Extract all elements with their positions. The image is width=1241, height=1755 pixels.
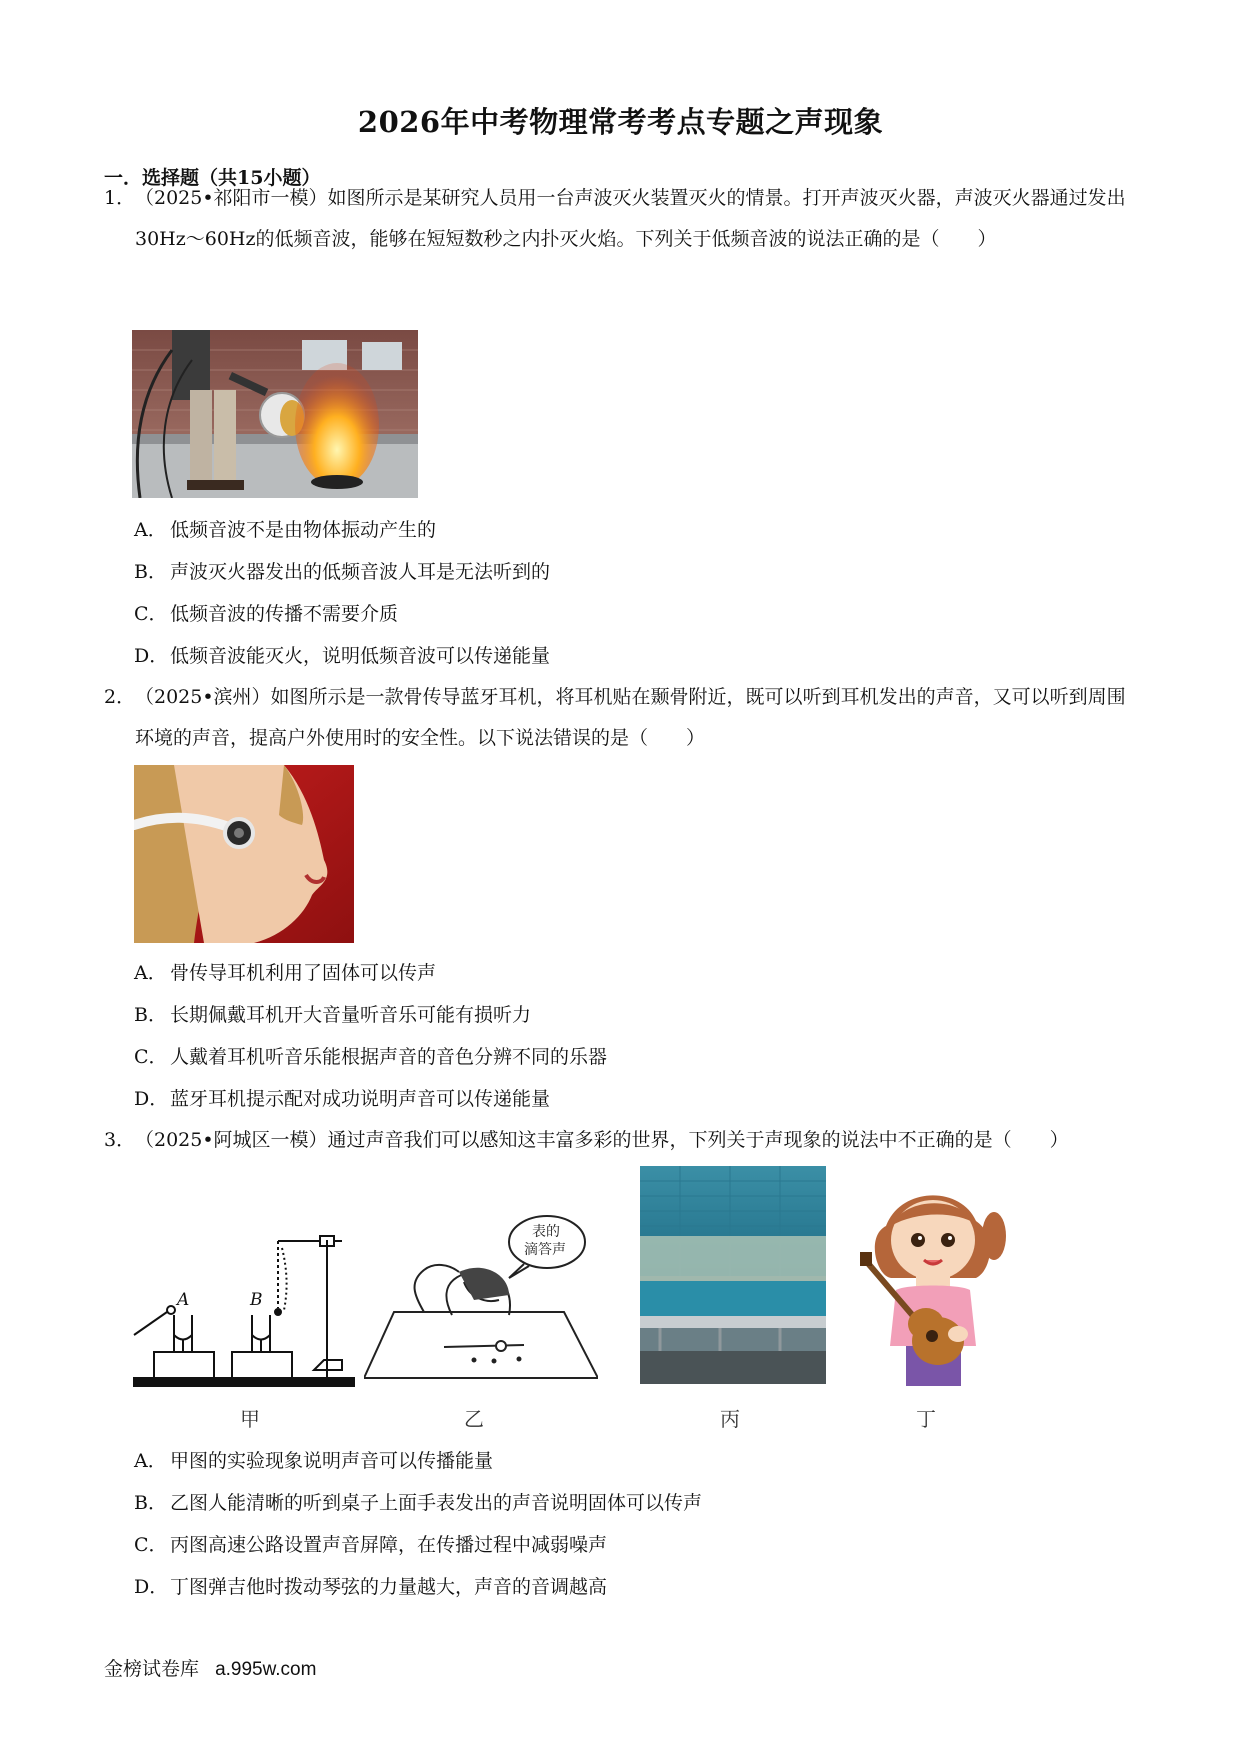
figure-label-jia: 甲 [240,1407,260,1431]
option-1b: B． 声波灭火器发出的低频音波人耳是无法听到的 [134,561,551,583]
page-title: 2026年中考物理常考考点专题之声现象 [357,105,884,139]
figure-label-yi: 乙 [464,1407,484,1431]
figure-label-ding: 丁 [916,1407,936,1431]
question-stem: （2025•阿城区一模）通过声音我们可以感知这丰富多彩的世界，下列关于声现象的说法中不正确的是（ ） [135,1129,1069,1151]
option-1d: D．低频音波能灭火，说明低频音波可以传递能量 [134,645,551,667]
girl-guitar-illustration [846,1166,1016,1388]
option-3b: B． 乙图人能清晰的听到桌子上面手表发出的声音说明固体可以传声 [134,1492,703,1514]
option-2a: A． 骨传导耳机利用了固体可以传声 [134,962,437,984]
label-a: A [177,1290,190,1310]
question-number: 1． [104,187,136,209]
question-3 [104,1120,1144,1161]
figure-label-bing: 丙 [720,1407,740,1431]
option-3c: C． 丙图高速公路设置声音屏障，在传播过程中减弱噪声 [134,1534,608,1556]
question-1 [104,178,1144,260]
desk-listening-diagram [364,1200,598,1400]
desk-listening-figure [364,1200,598,1400]
option-2b: B． 长期佩戴耳机开大音量听音乐可能有损听力 [134,1004,532,1026]
sound-barrier-photo [640,1166,826,1384]
bubble-line-2: 滴答声 [524,1242,566,1258]
option-1c: C． 低频音波的传播不需要介质 [134,603,399,625]
question-stem: （2025•祁阳市一模）如图所示是某研究人员用一台声波灭火装置灭火的情景。打开声波灭火器，声波灭火器通过发出30Hz～60Hz的低频音波，能够在短短数秒之内扑灭火焰。下列关于低频音波的说法正确的是（ ） [135,187,1126,250]
sound-barrier-illustration [640,1166,826,1384]
footer-site[interactable]: a.995w.com [215,1659,317,1680]
option-3d: D．丁图弹吉他时拨动琴弦的力量越大，声音的音调越高 [134,1576,608,1598]
label-b: B [250,1290,263,1310]
option-3a: A． 甲图的实验现象说明声音可以传播能量 [134,1450,494,1472]
question-number: 2． [104,686,136,708]
question-number: 3． [104,1129,136,1151]
page-footer [104,1654,316,1681]
tuning-fork-figure [132,1220,362,1400]
fire-extinguisher-illustration [132,330,418,498]
footer-name: 金榜试卷库 [104,1658,200,1680]
question-stem: （2025•滨州）如图所示是一款骨传导蓝牙耳机，将耳机贴在颞骨附近，既可以听到耳机发出的声音，又可以听到周围环境的声音，提高户外使用时的安全性。以下说法错误的是（ ） [135,686,1126,749]
girl-guitar-figure [846,1166,1016,1388]
option-1a: A． 低频音波不是由物体振动产生的 [134,519,437,541]
tuning-fork-diagram [132,1220,362,1400]
bubble-line-1: 表的 [532,1224,560,1240]
option-2d: D．蓝牙耳机提示配对成功说明声音可以传递能量 [134,1088,551,1110]
headset-illustration [134,765,354,943]
option-2c: C． 人戴着耳机听音乐能根据声音的音色分辨不同的乐器 [134,1046,608,1068]
sound-wave-fire-extinguisher-photo [132,330,418,498]
section-heading: 一．选择题（共15小题） [104,167,321,189]
question-2 [104,677,1144,759]
bone-conduction-headset-photo [134,765,354,943]
